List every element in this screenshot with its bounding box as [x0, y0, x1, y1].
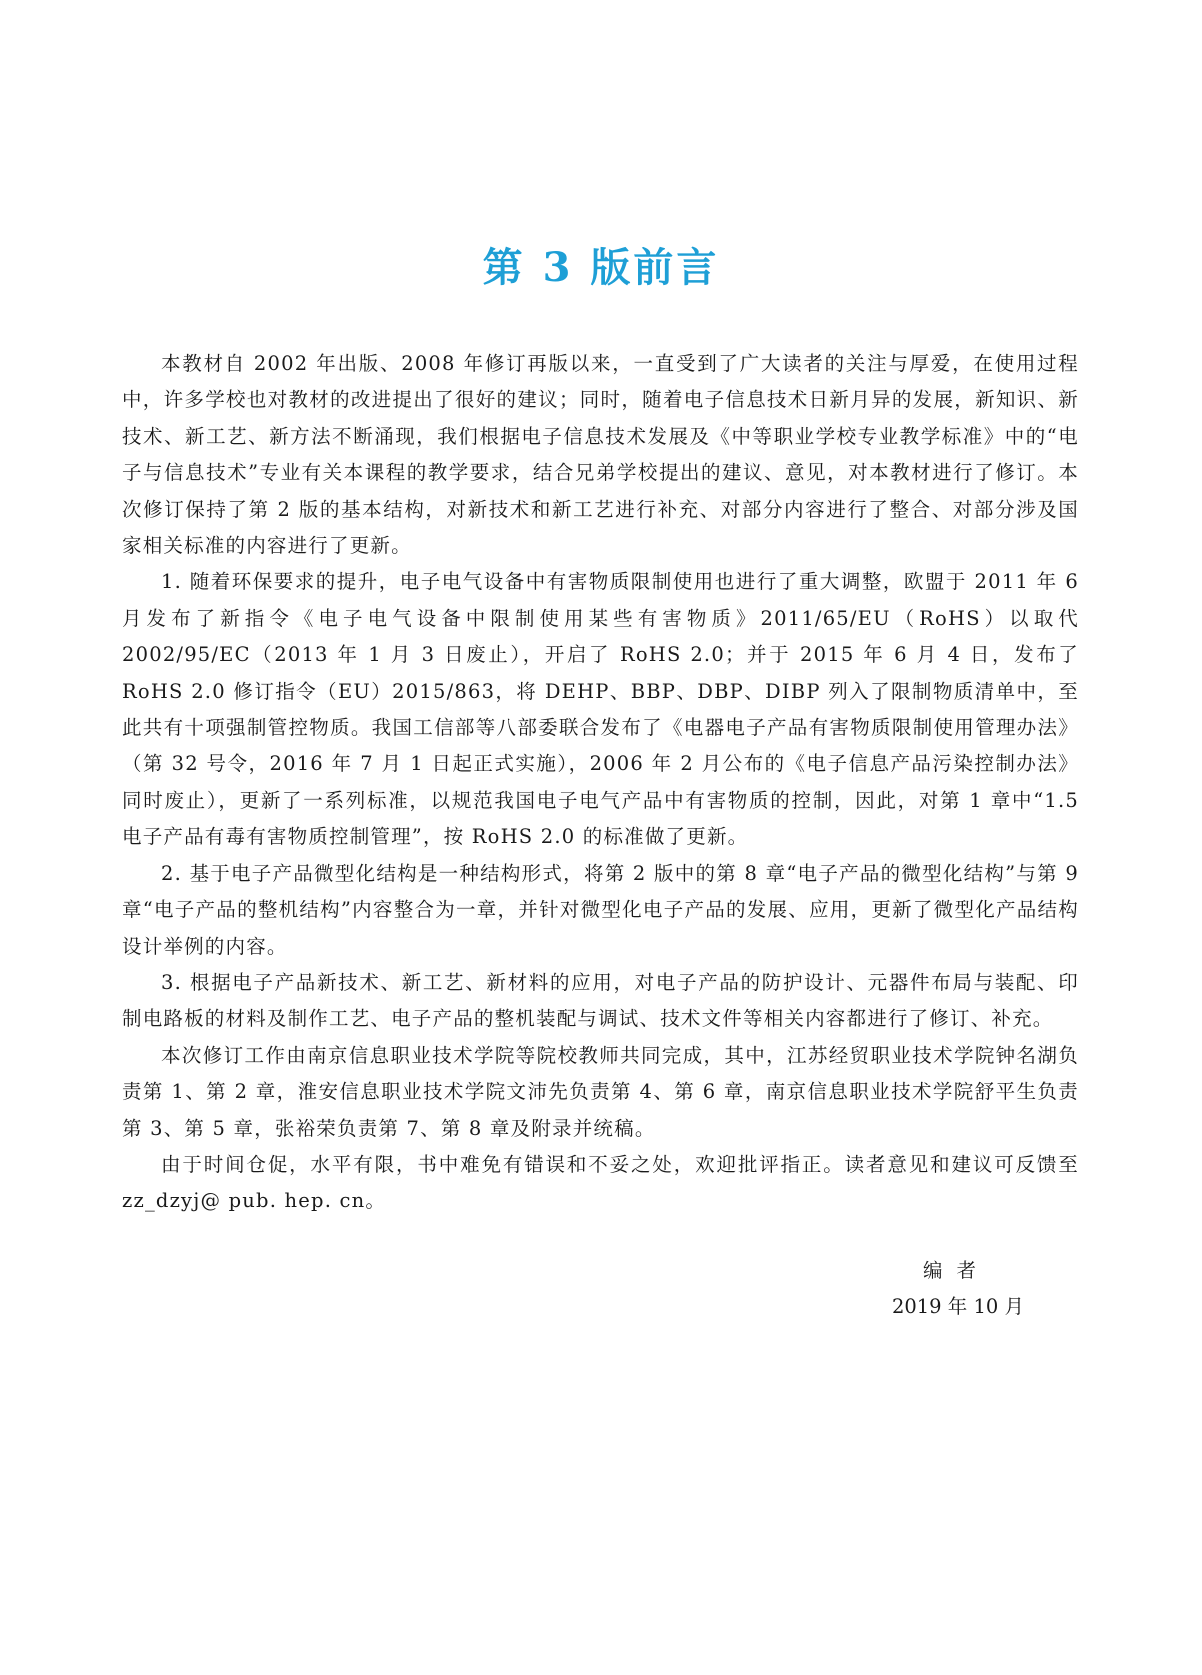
preface-paragraph-item-1: 1. 随着环保要求的提升，电子电气设备中有害物质限制使用也进行了重大调整，欧盟于 2011 年 6 月发布了新指令《电子电气设备中限制使用某些有害物质》2011/65/EU（RoHS）以取代 2002/95/EC（2013 年 1 月 3 日废止），开启了 RoHS 2.0；并于 2015 年 6 月 4 日，发布了 RoHS 2.0 修订指令（EU）2015/863，将 DEHP、BBP、DBP、DIBP 列入了限制物质清单中，至此共有十项强制管控物质。我国工信部等八部委联合发布了《电器电子产品有害物质限制使用管理办法》（第 32 号令，2016 年 7 月 1 日起正式实施），2006 年 2 月公布的《电子信息产品污染控制办法》同时废止），更新了一系列标准，以规范我国电子电气产品中有害物质的控制，因此，对第 1 章中“1.5 电子产品有毒有害物质控制管理”，按 RoHS 2.0 的标准做了更新。: [122, 570, 1079, 849]
preface-paragraph-authors: 本次修订工作由南京信息职业技术学院等院校教师共同完成，其中，江苏经贸职业技术学院钟名湖负责第 1、第 2 章，淮安信息职业技术学院文沛先负责第 4、第 6 章，南京信息职业技术学院舒平生负责第 3、第 5 章，张裕荣负责第 7、第 8 章及附录并统稿。: [122, 1043, 1079, 1140]
signature-block: [892, 1253, 1024, 1325]
preface-body: [122, 346, 1079, 1220]
signature-author: 编者: [922, 1259, 990, 1282]
preface-paragraph-intro: 本教材自 2002 年出版、2008 年修订再版以来，一直受到了广大读者的关注与厚爱，在使用过程中，许多学校也对教材的改进提出了很好的建议；同时，随着电子信息技术日新月异的发展，新知识、新技术、新工艺、新方法不断涌现，我们根据电子信息技术发展及《中等职业学校专业教学标准》中的“电子与信息技术”专业有关本课程的教学要求，结合兄弟学校提出的建议、意见，对本教材进行了修订。本次修订保持了第 2 版的基本结构，对新技术和新工艺进行补充、对部分内容进行了整合、对部分涉及国家相关标准的内容进行了更新。: [122, 352, 1079, 558]
page-title: 第 3 版前言: [482, 244, 720, 291]
preface-paragraph-feedback: 由于时间仓促，水平有限，书中难免有错误和不妥之处，欢迎批评指正。读者意见和建议可反馈至 zz_dzyj@ pub. hep. cn。: [122, 1152, 1079, 1213]
preface-paragraph-item-2: 2. 基于电子产品微型化结构是一种结构形式，将第 2 版中的第 8 章“电子产品的微型化结构”与第 9 章“电子产品的整机结构”内容整合为一章，并针对微型化电子产品的发展、应用，更新了微型化产品结构设计举例的内容。: [122, 861, 1079, 958]
preface-paragraph-item-3: 3. 根据电子产品新技术、新工艺、新材料的应用，对电子产品的防护设计、元器件布局与装配、印制电路板的材料及制作工艺、电子产品的整机装配与调试、技术文件等相关内容都进行了修订、补充。: [122, 970, 1079, 1031]
signature-date: 2019 年 10 月: [891, 1295, 1024, 1318]
